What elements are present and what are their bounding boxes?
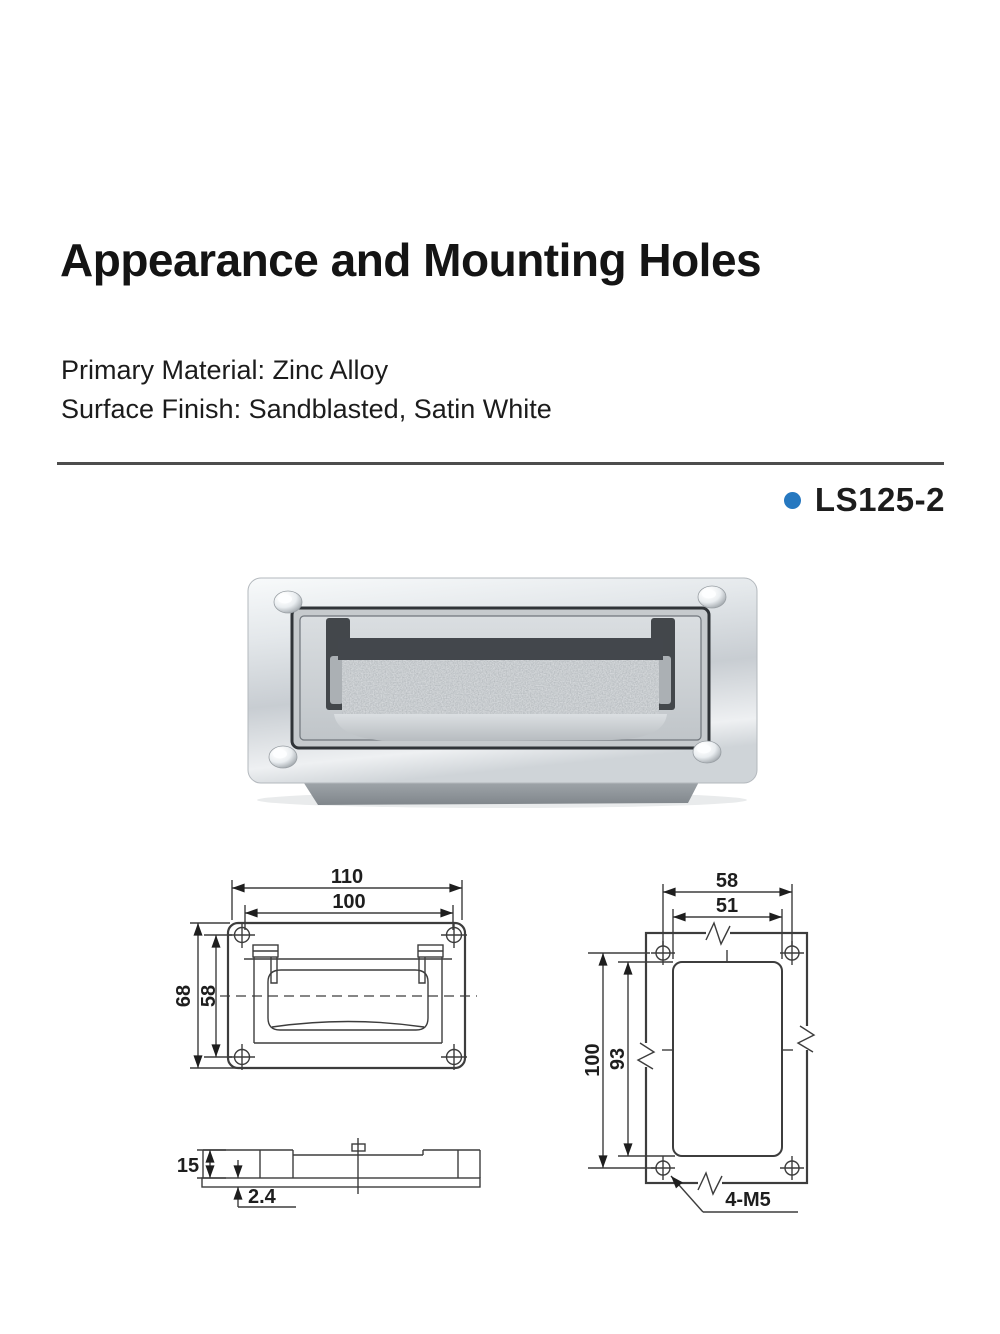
dim-side-panel-thickness: 2.4: [248, 1186, 276, 1208]
technical-drawings: [0, 860, 1000, 1240]
dim-front-hole-spacing-height: 58: [198, 984, 220, 1008]
page-title: Appearance and Mounting Holes: [60, 234, 762, 286]
bullet-icon: [784, 492, 801, 509]
spec-primary-material: Primary Material: Zinc Alloy: [61, 355, 389, 385]
mounting-view-drawing: [582, 870, 816, 1212]
model-row: [784, 481, 945, 519]
dim-front-overall-width: 110: [330, 866, 364, 888]
front-handle-outline: [244, 945, 452, 1043]
divider: [57, 462, 944, 465]
side-dim-15: [177, 1150, 226, 1178]
model-label: LS125-2: [814, 481, 945, 518]
spec-surface-finish: Surface Finish: Sandblasted, Satin White: [61, 394, 552, 424]
mounting-thread-callout: [671, 1176, 798, 1212]
dim-mounting-hole-spacing-height: 100: [582, 1043, 604, 1077]
thread-spec-label: 4-M5: [725, 1189, 771, 1211]
handle-grip-bar: [334, 638, 667, 741]
dim-mounting-cutout-width: 51: [715, 895, 739, 917]
side-profile: [202, 1138, 480, 1194]
side-view-drawing: [177, 1138, 480, 1208]
dim-mounting-hole-spacing-width: 58: [715, 870, 739, 892]
dim-side-handle-height: 15: [176, 1155, 200, 1177]
panel-break-marks: [637, 923, 816, 1194]
front-dim-100: [245, 891, 453, 930]
product-photo: [240, 568, 765, 813]
mounting-cutout: [662, 950, 793, 1156]
side-dim-2-4: [238, 1160, 296, 1208]
dim-front-hole-spacing-width: 100: [332, 891, 366, 913]
dim-mounting-cutout-height: 93: [607, 1047, 629, 1071]
spec-lines: [61, 351, 552, 429]
dim-front-overall-height: 68: [173, 984, 195, 1008]
front-view-drawing: [173, 866, 477, 1070]
